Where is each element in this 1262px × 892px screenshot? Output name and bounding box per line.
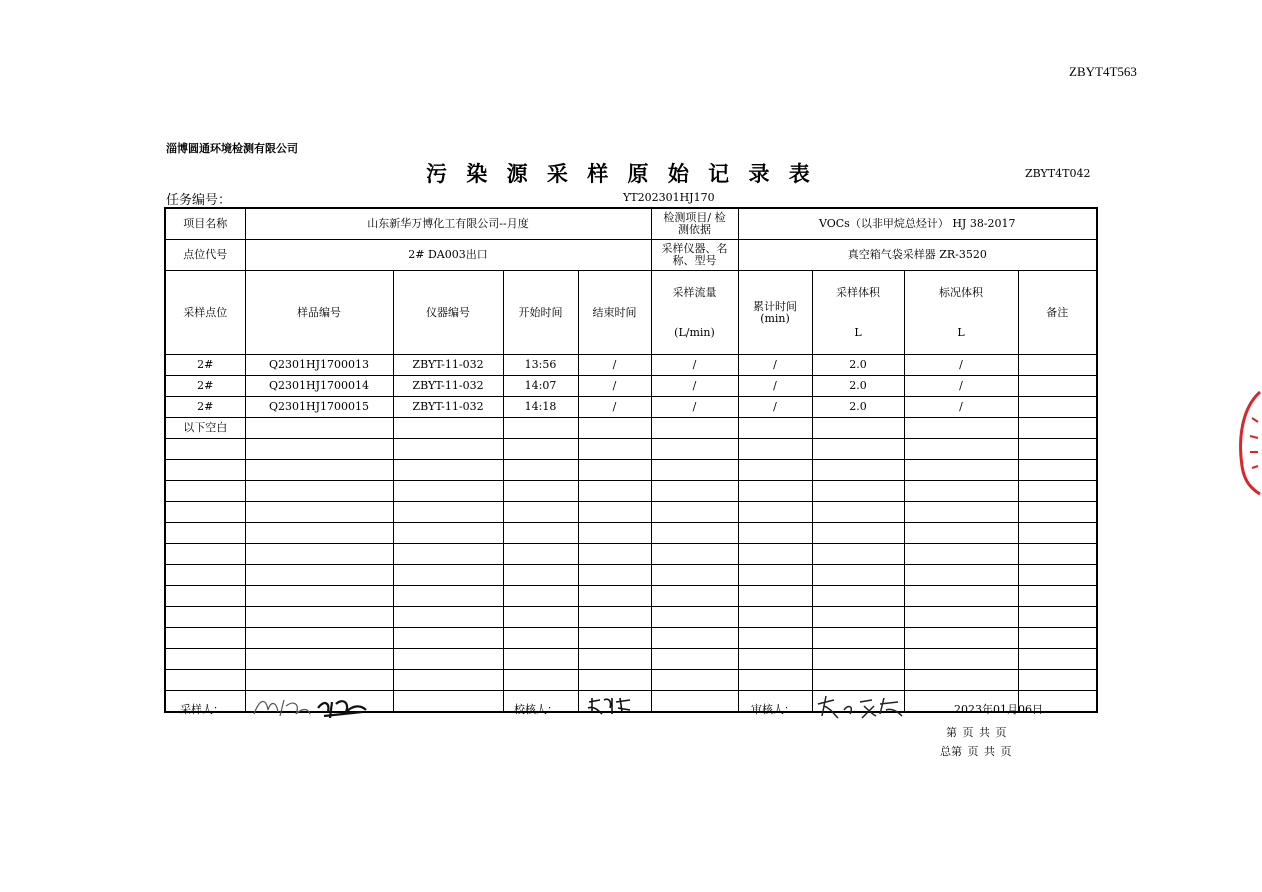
col-header-std-volume-label: 标况体积 <box>939 285 983 299</box>
empty-cell <box>165 439 245 460</box>
red-seal-stamp <box>1234 388 1262 498</box>
empty-cell <box>578 502 651 523</box>
empty-cell <box>165 523 245 544</box>
empty-row <box>165 481 1097 502</box>
empty-cell <box>738 649 812 670</box>
col-header-point: 采样点位 <box>165 271 245 355</box>
empty-cell <box>651 670 738 691</box>
empty-cell <box>245 565 393 586</box>
table-row <box>165 376 1097 397</box>
empty-cell <box>1018 649 1097 670</box>
cell-std-volume: / <box>904 376 1018 397</box>
cell-flow: / <box>651 376 738 397</box>
empty-cell <box>165 544 245 565</box>
empty-cell <box>904 565 1018 586</box>
empty-cell <box>904 418 1018 439</box>
cell-cum-time: / <box>738 355 812 376</box>
empty-cell <box>393 628 503 649</box>
empty-cell <box>904 502 1018 523</box>
project-name-label: 项目名称 <box>165 208 245 240</box>
empty-row <box>165 586 1097 607</box>
empty-cell <box>503 439 578 460</box>
cell-instrument-no: ZBYT-11-032 <box>393 376 503 397</box>
empty-cell <box>738 502 812 523</box>
empty-row <box>165 565 1097 586</box>
cell-flow: / <box>651 397 738 418</box>
col-header-flow-label: 采样流量 <box>672 285 717 299</box>
reviewer-label: 审核人： <box>751 703 795 716</box>
empty-row <box>165 628 1097 649</box>
empty-cell <box>245 649 393 670</box>
cell-flow: / <box>651 355 738 376</box>
empty-cell <box>738 481 812 502</box>
empty-cell <box>651 607 738 628</box>
empty-cell <box>1018 502 1097 523</box>
empty-cell <box>651 418 738 439</box>
empty-cell <box>503 565 578 586</box>
empty-cell <box>245 586 393 607</box>
empty-cell <box>1018 481 1097 502</box>
empty-cell <box>165 586 245 607</box>
empty-cell <box>651 460 738 481</box>
table-body <box>165 355 1097 713</box>
company-name: 淄博圆通环境检测有限公司 <box>166 142 298 155</box>
empty-cell <box>812 481 904 502</box>
empty-cell <box>393 418 503 439</box>
empty-cell <box>738 523 812 544</box>
col-header-cum-time-unit: (min) <box>760 311 790 325</box>
empty-cell <box>393 586 503 607</box>
empty-cell <box>651 481 738 502</box>
checker-label: 校核人： <box>514 703 558 716</box>
empty-cell <box>393 670 503 691</box>
empty-cell <box>578 628 651 649</box>
empty-cell <box>578 607 651 628</box>
empty-cell <box>503 670 578 691</box>
empty-cell <box>245 523 393 544</box>
empty-cell <box>503 544 578 565</box>
empty-cell <box>1018 586 1097 607</box>
task-number-label: 任务编号： <box>166 193 232 208</box>
cell-start-time: 14:07 <box>503 376 578 397</box>
empty-cell <box>503 586 578 607</box>
cell-point: 2# <box>165 355 245 376</box>
empty-cell <box>578 565 651 586</box>
cell-instrument-no: ZBYT-11-032 <box>393 397 503 418</box>
cell-end-time: / <box>578 376 651 397</box>
cell-sample-no: Q2301HJ1700014 <box>245 376 393 397</box>
cell-instrument-no: ZBYT-11-032 <box>393 355 503 376</box>
cell-std-volume: / <box>904 397 1018 418</box>
empty-cell <box>812 523 904 544</box>
empty-cell <box>245 460 393 481</box>
empty-cell <box>904 586 1018 607</box>
empty-cell <box>393 691 503 713</box>
empty-cell <box>904 544 1018 565</box>
col-header-std-volume <box>904 271 1018 355</box>
empty-row <box>165 670 1097 691</box>
empty-cell <box>245 502 393 523</box>
empty-cell <box>812 502 904 523</box>
empty-row <box>165 460 1097 481</box>
empty-cell <box>812 607 904 628</box>
empty-cell <box>165 607 245 628</box>
empty-cell <box>1018 523 1097 544</box>
empty-cell <box>651 586 738 607</box>
empty-cell <box>904 607 1018 628</box>
empty-cell <box>651 565 738 586</box>
empty-cell <box>165 460 245 481</box>
empty-cell <box>651 523 738 544</box>
empty-cell <box>393 544 503 565</box>
empty-cell <box>578 523 651 544</box>
empty-cell <box>393 502 503 523</box>
empty-cell <box>503 628 578 649</box>
empty-cell <box>738 607 812 628</box>
instrument-label <box>651 240 738 271</box>
empty-cell <box>245 628 393 649</box>
empty-cell <box>904 670 1018 691</box>
empty-cell <box>812 544 904 565</box>
empty-cell <box>578 481 651 502</box>
empty-row <box>165 523 1097 544</box>
col-header-volume <box>812 271 904 355</box>
col-header-start-time: 开始时间 <box>503 271 578 355</box>
instrument-label-line-2: 称、型号 <box>672 254 717 267</box>
empty-row <box>165 544 1097 565</box>
test-item-value: VOCs（以非甲烷总烃计） HJ 38-2017 <box>738 208 1097 240</box>
empty-cell <box>393 649 503 670</box>
empty-cell <box>812 460 904 481</box>
cell-start-time: 14:18 <box>503 397 578 418</box>
test-item-label-line-1: 检测项目/ 检 <box>663 211 726 224</box>
empty-cell <box>904 628 1018 649</box>
empty-row <box>165 502 1097 523</box>
empty-cell <box>1018 565 1097 586</box>
empty-cell <box>1018 607 1097 628</box>
col-header-volume-unit: L <box>854 325 862 339</box>
empty-cell <box>393 439 503 460</box>
point-code-value: 2# DA003出口 <box>245 240 651 271</box>
col-header-cum-time <box>738 271 812 355</box>
empty-cell <box>651 439 738 460</box>
col-header-std-volume-unit: L <box>957 325 965 339</box>
empty-cell <box>738 565 812 586</box>
empty-cell <box>1018 460 1097 481</box>
cell-remark <box>1018 376 1097 397</box>
empty-row <box>165 439 1097 460</box>
col-header-instrument-no: 仪器编号 <box>393 271 503 355</box>
empty-cell <box>578 418 651 439</box>
col-header-sample-no: 样品编号 <box>245 271 393 355</box>
empty-cell <box>1018 628 1097 649</box>
empty-cell <box>503 607 578 628</box>
empty-cell <box>651 502 738 523</box>
empty-cell <box>165 565 245 586</box>
empty-cell <box>738 586 812 607</box>
empty-cell <box>503 502 578 523</box>
task-number-value: YT202301HJ170 <box>623 191 715 204</box>
empty-cell <box>503 481 578 502</box>
empty-cell <box>245 439 393 460</box>
empty-cell <box>165 670 245 691</box>
document-code-top: ZBYT4T563 <box>1069 64 1137 79</box>
total-page-number-line: 总第 页 共 页 <box>940 745 1012 758</box>
cell-cum-time: / <box>738 397 812 418</box>
empty-cell <box>503 418 578 439</box>
empty-cell <box>1018 544 1097 565</box>
instrument-value: 真空箱气袋采样器 ZR-3520 <box>738 240 1097 271</box>
page-number-line: 第 页 共 页 <box>946 726 1007 739</box>
empty-cell <box>165 481 245 502</box>
table-row <box>165 418 1097 439</box>
empty-cell <box>1018 670 1097 691</box>
instrument-label-line-1: 采样仪器、名 <box>661 242 728 255</box>
empty-cell <box>578 649 651 670</box>
cell-point: 2# <box>165 397 245 418</box>
sampler-signature <box>250 692 380 722</box>
empty-row <box>165 649 1097 670</box>
col-header-cum-time-label: 累计时间 <box>753 299 797 313</box>
empty-cell <box>245 418 393 439</box>
blank-note: 以下空白 <box>165 418 245 439</box>
empty-cell <box>578 544 651 565</box>
empty-cell <box>904 460 1018 481</box>
cell-point: 2# <box>165 376 245 397</box>
empty-cell <box>165 502 245 523</box>
empty-cell <box>651 544 738 565</box>
cell-end-time: / <box>578 397 651 418</box>
empty-cell <box>165 628 245 649</box>
col-header-volume-label: 采样体积 <box>836 285 880 299</box>
table-row <box>165 397 1097 418</box>
point-code-label: 点位代号 <box>165 240 245 271</box>
sampling-record-table <box>164 207 1098 713</box>
form-code: ZBYT4T042 <box>1025 167 1091 180</box>
empty-cell <box>578 670 651 691</box>
empty-cell <box>904 649 1018 670</box>
empty-cell <box>393 481 503 502</box>
cell-end-time: / <box>578 355 651 376</box>
col-header-flow-unit: (L/min) <box>674 325 715 339</box>
empty-cell <box>812 418 904 439</box>
sampler-label: 采样人： <box>180 703 224 716</box>
empty-cell <box>503 523 578 544</box>
empty-cell <box>904 481 1018 502</box>
col-header-flow <box>651 271 738 355</box>
record-date: 2023年01月06日 <box>954 703 1043 716</box>
empty-cell <box>651 691 738 713</box>
empty-cell <box>651 649 738 670</box>
form-title: 污 染 源 采 样 原 始 记 录 表 <box>426 161 816 186</box>
empty-cell <box>738 628 812 649</box>
empty-cell <box>738 670 812 691</box>
empty-cell <box>812 628 904 649</box>
checker-signature <box>586 694 634 718</box>
cell-cum-time: / <box>738 376 812 397</box>
cell-remark <box>1018 397 1097 418</box>
empty-cell <box>393 565 503 586</box>
empty-cell <box>812 670 904 691</box>
col-header-end-time: 结束时间 <box>578 271 651 355</box>
empty-row <box>165 607 1097 628</box>
cell-sample-no: Q2301HJ1700013 <box>245 355 393 376</box>
empty-cell <box>245 607 393 628</box>
test-item-label <box>651 208 738 240</box>
table-row <box>165 355 1097 376</box>
empty-cell <box>812 439 904 460</box>
empty-cell <box>812 586 904 607</box>
empty-cell <box>651 628 738 649</box>
empty-cell <box>904 439 1018 460</box>
empty-cell <box>1018 439 1097 460</box>
cell-remark <box>1018 355 1097 376</box>
empty-cell <box>393 460 503 481</box>
empty-cell <box>503 649 578 670</box>
empty-cell <box>738 418 812 439</box>
cell-start-time: 13:56 <box>503 355 578 376</box>
empty-cell <box>503 460 578 481</box>
empty-cell <box>738 439 812 460</box>
empty-cell <box>738 544 812 565</box>
empty-cell <box>578 586 651 607</box>
empty-cell <box>245 544 393 565</box>
cell-std-volume: / <box>904 355 1018 376</box>
cell-volume: 2.0 <box>812 397 904 418</box>
empty-cell <box>165 649 245 670</box>
cell-volume: 2.0 <box>812 355 904 376</box>
empty-cell <box>904 523 1018 544</box>
project-name-value: 山东新华万博化工有限公司--月度 <box>245 208 651 240</box>
cell-volume: 2.0 <box>812 376 904 397</box>
reviewer-signature <box>814 692 906 722</box>
empty-cell <box>245 670 393 691</box>
empty-cell <box>245 481 393 502</box>
empty-cell <box>1018 418 1097 439</box>
empty-cell <box>578 460 651 481</box>
cell-sample-no: Q2301HJ1700015 <box>245 397 393 418</box>
empty-cell <box>578 439 651 460</box>
test-item-label-line-2: 测依据 <box>678 223 711 236</box>
empty-cell <box>393 523 503 544</box>
empty-cell <box>812 565 904 586</box>
empty-cell <box>393 607 503 628</box>
empty-cell <box>738 460 812 481</box>
col-header-remark: 备注 <box>1018 271 1097 355</box>
empty-cell <box>812 649 904 670</box>
